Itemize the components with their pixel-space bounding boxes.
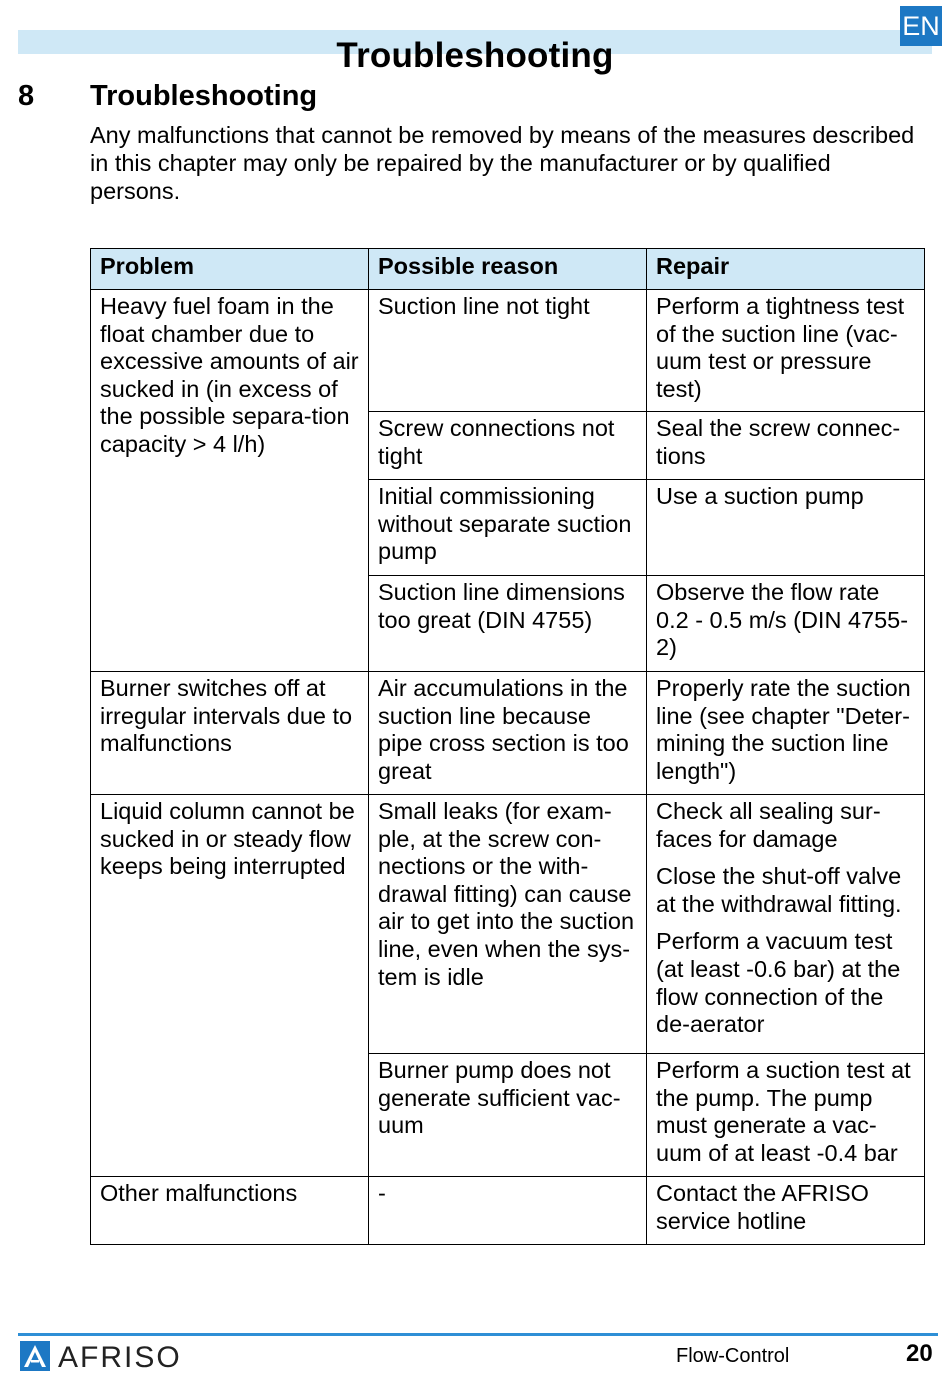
language-badge: EN — [900, 6, 942, 46]
afriso-triangle-logo-icon — [20, 1341, 50, 1376]
repair-cell — [647, 672, 925, 795]
repair-cell — [647, 1054, 925, 1177]
repair-cell — [647, 1177, 925, 1245]
table-row — [91, 1177, 925, 1245]
repair-text: Perform a vacuum test (at least -0.6 bar) at the flow connection of the de-aerator — [656, 928, 901, 1038]
problem-cell: Liquid column cannot be sucked in or steady flow keeps being interrupted — [91, 795, 369, 1177]
repair-cell — [647, 290, 925, 412]
reason-cell: Suction line dimensions too great (DIN 4755) — [369, 576, 647, 672]
repair-cell — [647, 480, 925, 576]
troubleshooting-table — [90, 248, 925, 1245]
footer-product-name: Flow-Control — [676, 1345, 790, 1367]
reason-cell: Air accumulations in the suction line because pipe cross section is too great — [369, 672, 647, 795]
repair-text: Close the shut-off valve at the withdrawal fitting. — [656, 863, 902, 917]
reason-cell: Burner pump does not generate sufficient vac-uum — [369, 1054, 647, 1177]
repair-cell — [647, 795, 925, 1054]
page-number: 20 — [906, 1340, 933, 1367]
reason-cell: - — [369, 1177, 647, 1245]
column-header-repair: Repair — [647, 249, 925, 290]
table-row — [91, 290, 925, 412]
repair-text: Contact the AFRISO service hotline — [656, 1180, 869, 1234]
repair-cell — [647, 576, 925, 672]
repair-cell — [647, 412, 925, 480]
section-intro: Any malfunctions that cannot be removed by means of the measures described in this chapter may only be repaired by the manufacturer or by qualified persons. — [90, 122, 915, 204]
brand-name: AFRISO — [58, 1341, 182, 1374]
problem-cell: Burner switches off at irregular intervals due to malfunctions — [91, 672, 369, 795]
repair-text: Perform a tightness test of the suction line (vac-uum test or pressure test) — [656, 293, 905, 402]
column-header-problem: Problem — [91, 249, 369, 290]
reason-cell: Screw connections not tight — [369, 412, 647, 480]
problem-cell: Other malfunctions — [91, 1177, 369, 1245]
section-number: 8 — [18, 80, 35, 112]
afriso-logo — [20, 1342, 182, 1374]
section-title: Troubleshooting — [90, 80, 318, 112]
repair-text: Seal the screw connec-tions — [656, 415, 901, 469]
table-row — [91, 672, 925, 795]
repair-text: Check all sealing sur-faces for damage — [656, 798, 881, 852]
header-band — [18, 30, 932, 75]
repair-text: Properly rate the suction line (see chapter "Deter-mining the suction line length") — [656, 675, 911, 784]
reason-cell: Initial commissioning without separate suction pump — [369, 480, 647, 576]
repair-text: Observe the flow rate 0.2 - 0.5 m/s (DIN 4755-2) — [656, 579, 909, 661]
table-row — [91, 795, 925, 1054]
problem-cell: Heavy fuel foam in the float chamber due to excessive amounts of air sucked in (in excess of the possible separa-tion capacity > 4 l/h) — [91, 290, 369, 672]
repair-text: Use a suction pump — [656, 483, 864, 509]
table-header-row — [91, 249, 925, 290]
page-header-title: Troubleshooting — [336, 36, 614, 75]
reason-cell: Suction line not tight — [369, 290, 647, 412]
footer-divider — [18, 1333, 938, 1336]
repair-text: Perform a suction test at the pump. The pump must generate a vac-uum of at least -0.4 bar — [656, 1057, 911, 1166]
column-header-reason: Possible reason — [369, 249, 647, 290]
reason-cell: Small leaks (for exam-ple, at the screw con-nections or the with-drawal fitting) can cause air to get into the suction line, even when the sys-tem is idle — [369, 795, 647, 1054]
